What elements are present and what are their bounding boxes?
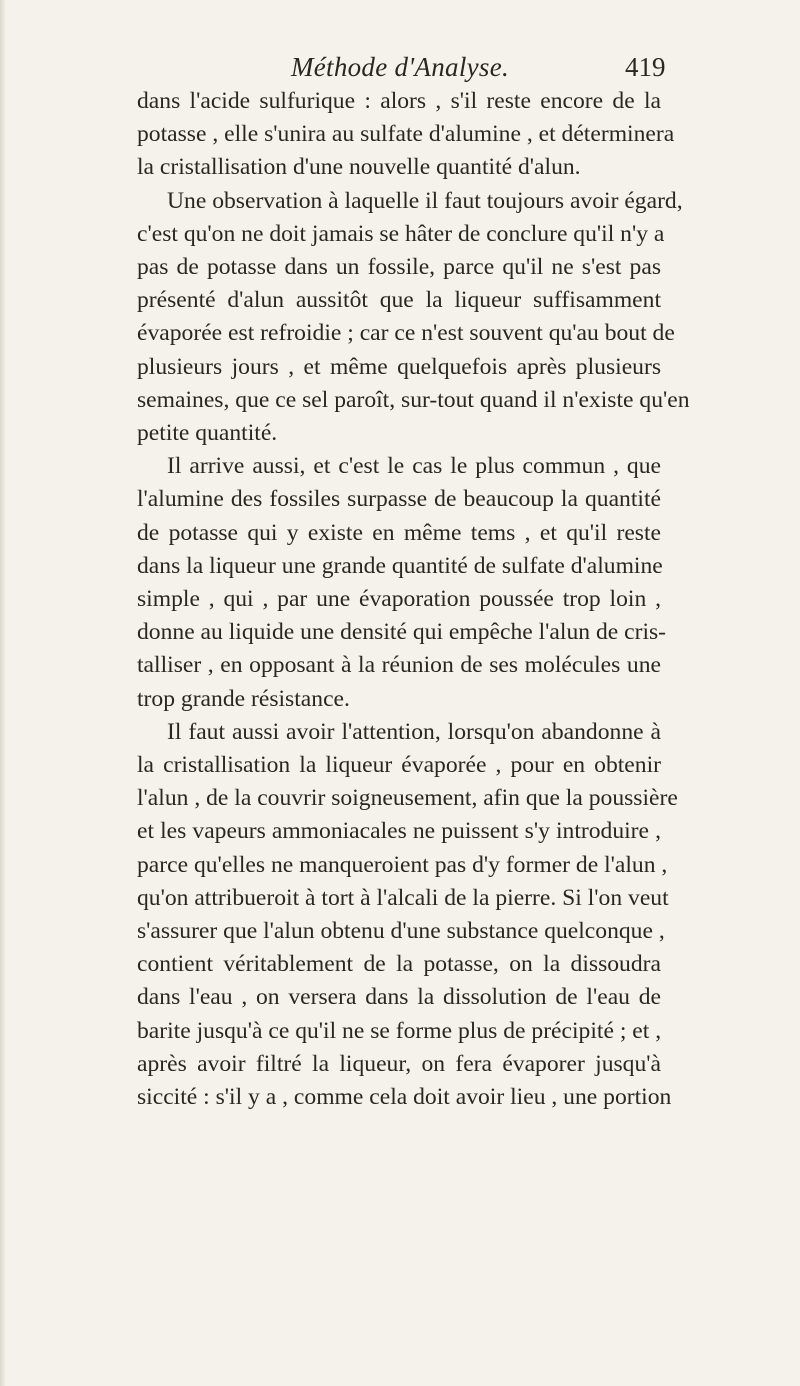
page-gutter-edge	[0, 0, 6, 1386]
text-line: dans l'eau , on versera dans la dissolution de l'eau de	[137, 984, 661, 1011]
running-title: Méthode d'Analyse.	[290, 52, 510, 82]
text-line: la cristallisation d'une nouvelle quantité d'alun.	[137, 154, 581, 181]
text-line: semaines, que ce sel paroît, sur-tout quand il n'existe qu'en	[137, 386, 690, 413]
text-line: s'assurer que l'alun obtenu d'une substance quelconque ,	[137, 918, 665, 945]
text-line: trop grande résistance.	[137, 685, 350, 712]
text-line: Il arrive aussi, et c'est le cas le plus commun , que	[167, 453, 661, 480]
text-line: simple , qui , par une évaporation poussée trop loin ,	[137, 586, 661, 613]
text-line: donne au liquide une densité qui empêche l'alun de cris-	[137, 619, 667, 646]
text-line: barite jusqu'à ce qu'il ne se forme plus de précipité ; et ,	[137, 1017, 662, 1044]
text-line: Il faut aussi avoir l'attention, lorsqu'on abandonne à	[167, 718, 661, 745]
text-line: petite quantité.	[137, 420, 278, 447]
page-number: 419	[625, 52, 666, 82]
text-line: Une observation à laquelle il faut toujours avoir égard,	[167, 187, 683, 214]
text-line: dans l'acide sulfurique : alors , s'il reste encore de la	[137, 88, 661, 114]
text-line: plusieurs jours , et même quelquefois après plusieurs	[137, 353, 661, 380]
text-line: pas de potasse dans un fossile, parce qu'il ne s'est pas	[137, 254, 661, 281]
paragraph	[137, 85, 675, 185]
text-line: présenté d'alun aussitôt que la liqueur suffisamment	[137, 287, 661, 314]
text-line: la cristallisation la liqueur évaporée , pour en obtenir	[137, 752, 661, 779]
paragraph	[137, 185, 690, 451]
text-line: parce qu'elles ne manqueroient pas d'y former de l'alun ,	[137, 851, 668, 878]
paragraph	[137, 716, 678, 1114]
text-line: de potasse qui y existe en même tems , et qu'il reste	[137, 519, 661, 546]
text-line: dans la liqueur une grande quantité de sulfate d'alumine	[137, 552, 663, 579]
text-line: l'alun , de la couvrir soigneusement, afin que la poussière	[137, 785, 678, 812]
paragraph	[137, 450, 667, 716]
text-line: siccité : s'il y a , comme cela doit avoir lieu , une portion	[137, 1084, 672, 1111]
text-line: talliser , en opposant à la réunion de ses molécules une	[137, 652, 661, 679]
body-text	[137, 85, 690, 1114]
text-line: qu'on attribueroit à tort à l'alcali de la pierre. Si l'on veut	[137, 884, 669, 911]
text-line: potasse , elle s'unira au sulfate d'alumine , et déterminera	[137, 121, 675, 148]
text-line: et les vapeurs ammoniacales ne puissent s'y introduire ,	[137, 818, 661, 845]
text-line: après avoir filtré la liqueur, on fera évaporer jusqu'à	[137, 1050, 661, 1077]
text-line: l'alumine des fossiles surpasse de beaucoup la quantité	[137, 486, 661, 513]
text-line: contient véritablement de la potasse, on la dissoudra	[137, 951, 661, 978]
text-line: c'est qu'on ne doit jamais se hâter de conclure qu'il n'y a	[137, 220, 665, 247]
text-line: évaporée est refroidie ; car ce n'est souvent qu'au bout de	[137, 320, 675, 347]
